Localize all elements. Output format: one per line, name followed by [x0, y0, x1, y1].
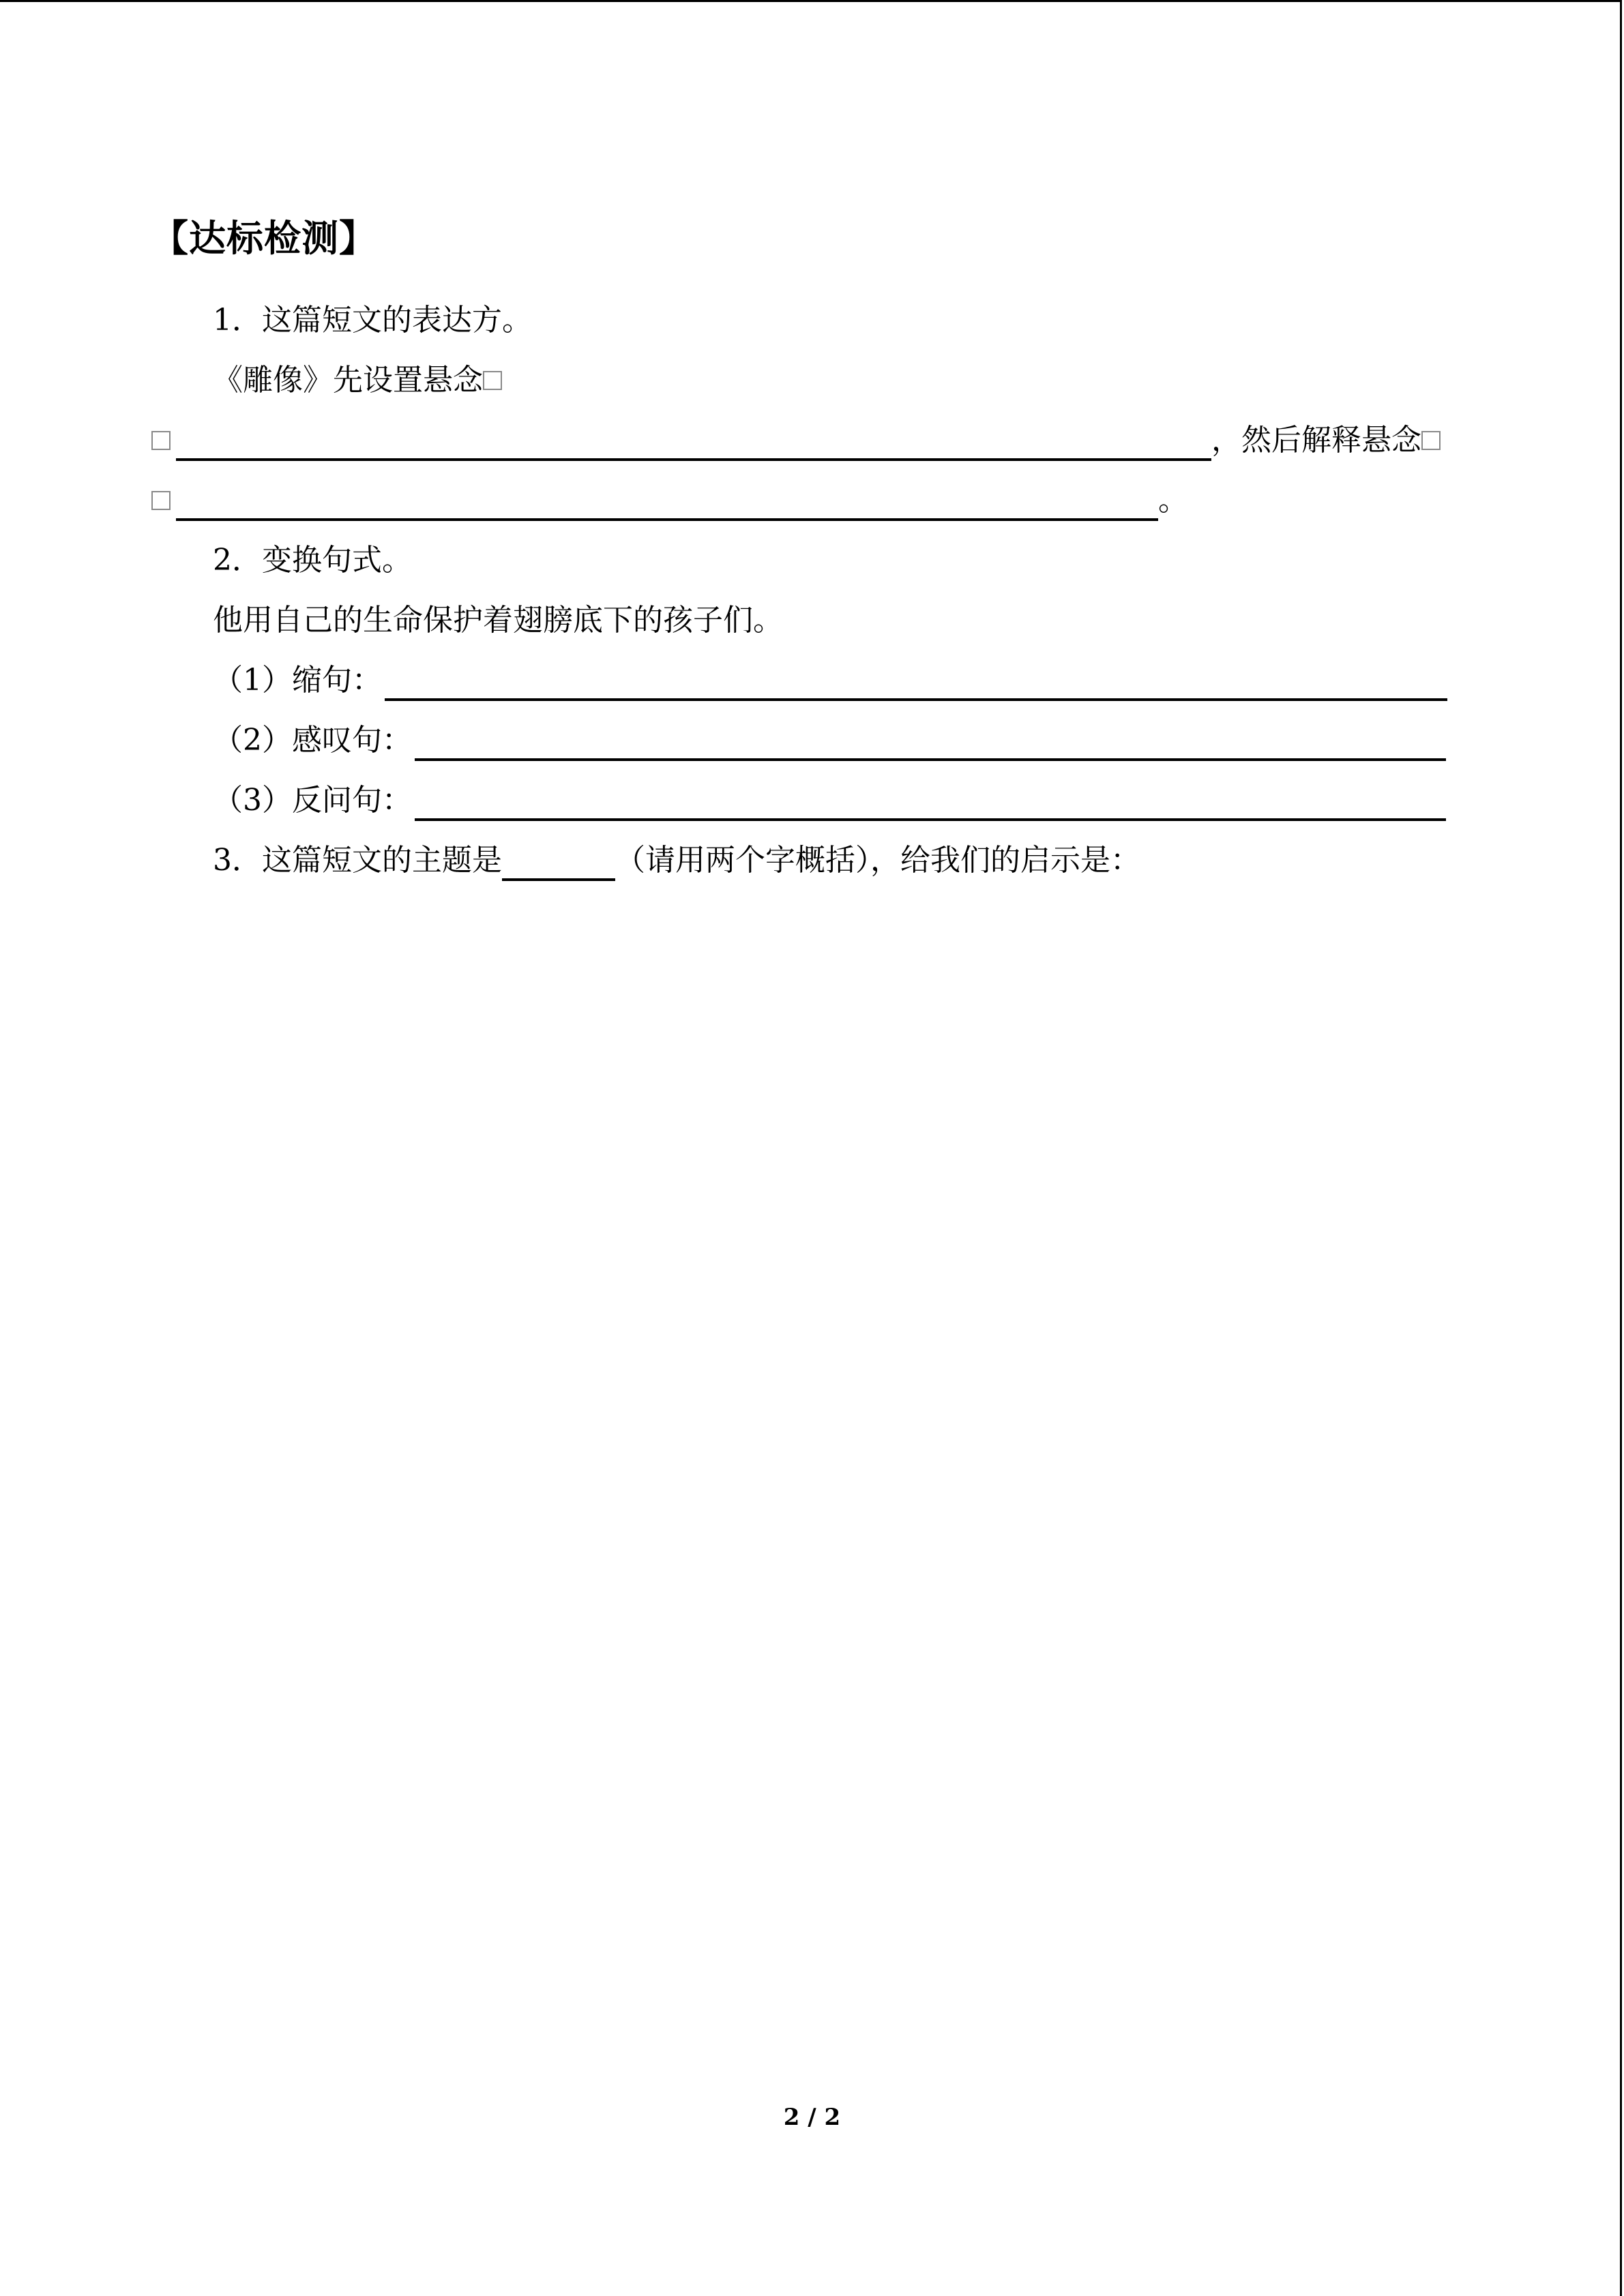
question-3-text-before: 3．这篇短文的主题是 [213, 843, 502, 878]
question-2-item-3 [213, 780, 1446, 821]
placeholder-box-icon [483, 371, 502, 390]
question-2-sentence: 他用自己的生命保护着翅膀底下的孩子们。 [213, 603, 783, 638]
section-heading: 【达标检测】 [151, 217, 377, 260]
question-2-prompt: 2．变换句式。 [213, 543, 412, 578]
answer-blank-2-1[interactable] [385, 664, 1447, 701]
answer-blank-1a[interactable] [176, 424, 1211, 461]
placeholder-box-icon [1421, 431, 1441, 450]
question-1-text-a: 《雕像》先设置悬念 [213, 363, 483, 398]
question-1-text-c: 。 [1158, 483, 1188, 518]
answer-blank-2-3[interactable] [415, 784, 1446, 821]
question-1-line-c [151, 480, 1188, 521]
placeholder-box-icon [151, 431, 171, 450]
question-1-line-a [213, 360, 502, 401]
placeholder-box-icon [151, 491, 171, 510]
question-3-text-after: （请用两个字概括），给我们的启示是： [615, 843, 1140, 878]
question-2-item-1 [213, 660, 1447, 701]
question-1-line-b [151, 420, 1441, 461]
answer-blank-2-2[interactable] [415, 724, 1446, 761]
question-2-item-2 [213, 720, 1446, 761]
answer-blank-1b[interactable] [176, 484, 1158, 521]
question-1-text-b: ，然后解释悬念 [1211, 423, 1421, 458]
page-number: 2 / 2 [783, 2104, 841, 2131]
item-label: （3）反问句： [213, 783, 412, 818]
question-3-prompt [213, 840, 1140, 881]
question-1-prompt: 1．这篇短文的表达方。 [213, 303, 532, 338]
item-label: （1）缩句： [213, 663, 382, 698]
answer-blank-3[interactable] [502, 844, 615, 881]
item-label: （2）感叹句： [213, 723, 412, 758]
